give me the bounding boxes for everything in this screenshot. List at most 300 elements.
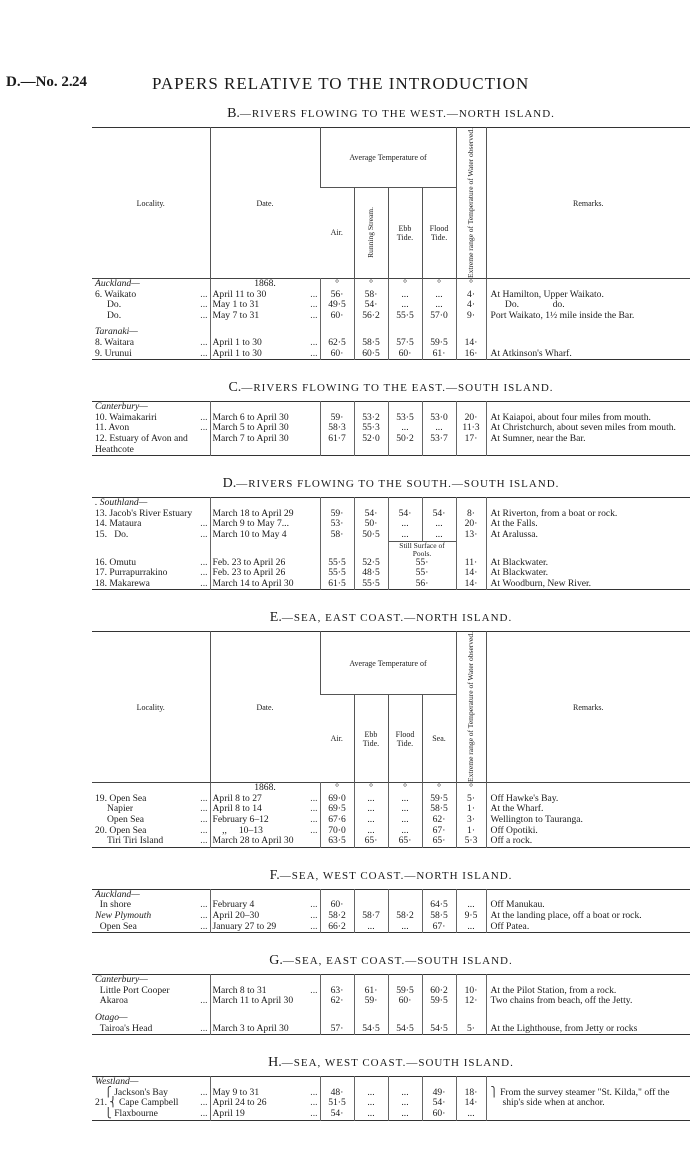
temperature-value: 53·2 xyxy=(354,413,388,424)
locality-wrap xyxy=(95,836,208,847)
temperature-value: 60· xyxy=(422,1109,456,1120)
temperature-value: 63·5 xyxy=(320,836,354,847)
locality-name: Auckland— xyxy=(95,278,140,289)
table-row xyxy=(92,311,690,322)
date-wrap xyxy=(213,996,318,1007)
temperature-value: ° xyxy=(354,783,388,794)
remarks-text: At Blackwater. xyxy=(490,567,549,579)
remarks-text: Off Opotiki. xyxy=(490,824,538,836)
leader-dots: ... xyxy=(200,422,208,434)
temperature-value: 57·0 xyxy=(422,311,456,322)
temperature-value xyxy=(354,1013,388,1024)
temperature-value: 49· xyxy=(422,1088,456,1099)
temperature-value: 65· xyxy=(422,836,456,847)
temperature-value: ... xyxy=(388,519,422,530)
temperature-value: ... xyxy=(354,815,388,826)
data-table xyxy=(92,127,690,360)
section-letter: D. xyxy=(222,476,237,492)
leader-dots: ... xyxy=(200,411,208,423)
leader-dots: ... xyxy=(200,920,208,932)
remarks-text: Off a rock. xyxy=(490,835,533,847)
locality-name: 19. Open Sea xyxy=(95,792,147,804)
leader-dots: ... xyxy=(200,577,208,589)
temperature-value: ... xyxy=(388,794,422,805)
remarks-cell xyxy=(486,579,690,590)
temperature-value: 58·5 xyxy=(354,338,388,349)
leader-dots: ... xyxy=(310,824,318,836)
temperature-value: 55·3 xyxy=(354,423,388,434)
section-title xyxy=(92,868,690,884)
date-wrap xyxy=(213,279,318,290)
temperature-value xyxy=(422,1013,456,1024)
temperature-value: 63· xyxy=(320,986,354,997)
leader-dots: ... xyxy=(200,803,208,815)
table-row xyxy=(92,889,690,900)
date-value: January 27 to 29 xyxy=(212,920,277,932)
extreme-range-value: 4· xyxy=(456,300,486,311)
extreme-range-value: 10· xyxy=(456,986,486,997)
temperature-value: 61· xyxy=(354,986,388,997)
leader-dots: ... xyxy=(200,835,208,847)
section-d xyxy=(92,476,690,590)
table-row xyxy=(92,509,690,520)
date-cell xyxy=(210,530,320,541)
locality-name: 17. Purrapurrakino xyxy=(95,567,168,579)
locality-cell xyxy=(92,1013,210,1024)
remarks-text: Port Waikato, 1½ mile inside the Bar. xyxy=(490,309,635,321)
temperature-value: 58·2 xyxy=(320,911,354,922)
leader-dots: ... xyxy=(200,347,208,359)
locality-wrap xyxy=(95,279,208,290)
remarks-cell xyxy=(486,279,690,290)
date-cell xyxy=(210,922,320,933)
leader-dots: ... xyxy=(310,347,318,359)
date-wrap xyxy=(213,311,318,322)
date-wrap xyxy=(213,1109,318,1120)
date-value: Feb. 23 to April 26 xyxy=(212,567,286,579)
date-wrap xyxy=(213,1024,318,1035)
remarks-text: Off Patea. xyxy=(490,920,530,932)
date-value: April 11 to 30 xyxy=(212,288,267,300)
temperature-value: 55· xyxy=(388,568,456,579)
temperature-value: 61· xyxy=(422,349,456,360)
remarks-text: At Atkinson's Wharf. xyxy=(490,347,572,359)
locality-name: Little Port Cooper xyxy=(95,984,170,996)
table-row xyxy=(92,349,690,360)
locality-name: 11. Avon xyxy=(95,422,130,434)
table-row xyxy=(92,783,690,794)
extreme-range-value: 14· xyxy=(456,1098,486,1109)
locality-name: In shore xyxy=(95,899,131,911)
remarks-text: At Sumner, near the Bar. xyxy=(490,432,586,444)
locality-name: 12. Estuary of Avon and Heathcote xyxy=(95,432,191,455)
remarks-text: Wellington to Tauranga. xyxy=(490,814,583,826)
still-surface-label: Still Surface of Pools. xyxy=(388,541,456,558)
data-table xyxy=(92,974,690,1035)
date-value: March 10 to May 4 xyxy=(212,528,287,540)
date-value: March 3 to April 30 xyxy=(212,1022,289,1034)
temperature-value: 59·5 xyxy=(422,794,456,805)
date-value: May 9 to 31 xyxy=(212,1086,260,1098)
section-f xyxy=(92,868,690,933)
table-row xyxy=(92,519,690,530)
temperature-value: ... xyxy=(388,815,422,826)
date-header: Date. xyxy=(210,632,320,783)
leader-dots: ... xyxy=(200,824,208,836)
temperature-value: 54· xyxy=(354,509,388,520)
temperature-value: 61·7 xyxy=(320,434,354,456)
temperature-value: 59· xyxy=(320,413,354,424)
section-title xyxy=(92,610,690,626)
extreme-range-value: ... xyxy=(456,900,486,911)
locality-wrap xyxy=(95,1109,208,1120)
leader-dots: ... xyxy=(200,814,208,826)
data-table xyxy=(92,497,690,590)
page-number: 24 xyxy=(72,74,87,90)
remarks-text: At the Pilot Station, from a rock. xyxy=(490,984,617,996)
leader-dots: ... xyxy=(310,910,318,922)
temperature-value: ° xyxy=(388,783,422,794)
locality-name: 20. Open Sea xyxy=(95,824,147,836)
table-row xyxy=(92,568,690,579)
temperature-value: 60· xyxy=(388,349,422,360)
running-header xyxy=(354,187,388,278)
date-value: March 7 to April 30 xyxy=(212,432,289,444)
temperature-value: 62·5 xyxy=(320,338,354,349)
date-value: March 8 to 31 xyxy=(212,984,267,996)
remarks-text: At Hamilton, Upper Waikato. xyxy=(490,288,604,300)
extreme-range-value: 13· xyxy=(456,530,486,541)
date-value: March 18 to April 29 xyxy=(212,507,294,519)
temperature-value: 52·5 xyxy=(354,558,388,569)
temperature-value: 57·5 xyxy=(388,338,422,349)
temperature-value: 54·5 xyxy=(388,1024,422,1035)
leader-dots: ... xyxy=(200,995,208,1007)
locality-name: 10. Waimakariri xyxy=(95,411,157,423)
date-value: March 9 to May 7... xyxy=(212,518,289,530)
date-cell xyxy=(210,579,320,590)
locality-cell xyxy=(92,338,210,349)
temperature-value: ... xyxy=(354,1088,388,1099)
section-heading: —RIVERS FLOWING TO THE WEST.—NORTH ISLAND. xyxy=(239,108,555,120)
table-row xyxy=(92,579,690,590)
leader-dots: ... xyxy=(200,336,208,348)
temperature-value: ... xyxy=(354,804,388,815)
leader-dots: ... xyxy=(310,899,318,911)
section-e xyxy=(92,610,690,848)
extreme-range-value: 14· xyxy=(456,579,486,590)
section-letter: F. xyxy=(269,867,280,883)
extreme-range-header xyxy=(456,128,486,279)
date-value: April 8 to 14 xyxy=(212,803,262,815)
temperature-value: 59·5 xyxy=(388,986,422,997)
locality-name: 21. ⎨ Cape Campbell xyxy=(95,1097,179,1109)
temperature-value: 58·7 xyxy=(354,911,388,922)
remarks-text: At Kaiapoi, about four miles from mouth. xyxy=(490,411,651,423)
temperature-value: 69·0 xyxy=(320,794,354,805)
section-letter: C. xyxy=(228,380,242,396)
locality-name: Tiri Tiri Island xyxy=(95,835,164,847)
extreme-range-value: 18· xyxy=(456,1088,486,1099)
extreme-range-value: 9·5 xyxy=(456,911,486,922)
temperature-value: 55·5 xyxy=(354,579,388,590)
temperature-value: 61·5 xyxy=(320,579,354,590)
temperature-value: 51·5 xyxy=(320,1098,354,1109)
locality-name: 14. Mataura xyxy=(95,518,142,530)
locality-name: 9. Urunui xyxy=(95,347,132,359)
temperature-value: 53·5 xyxy=(388,413,422,424)
date-value: April 24 to 26 xyxy=(212,1097,267,1109)
section-b xyxy=(92,106,690,360)
temperature-value: ° xyxy=(388,279,422,290)
temperature-value: 59·5 xyxy=(422,996,456,1007)
date-value: April 8 to 27 xyxy=(212,792,262,804)
table-row xyxy=(92,327,690,338)
remarks-cell xyxy=(486,530,690,541)
section-heading: —RIVERS FLOWING TO THE EAST.—SOUTH ISLAND. xyxy=(241,382,554,395)
temperature-value xyxy=(388,889,422,900)
temperature-value: 54· xyxy=(422,509,456,520)
leader-dots: ... xyxy=(200,910,208,922)
temperature-value: ... xyxy=(388,1088,422,1099)
section-heading: —SEA, EAST COAST.—NORTH ISLAND. xyxy=(281,612,513,625)
date-cell xyxy=(210,836,320,847)
temperature-value: ... xyxy=(388,290,422,301)
temperature-value: 60· xyxy=(388,996,422,1007)
section-c xyxy=(92,380,690,456)
temperature-value xyxy=(388,1013,422,1024)
leader-dots: ... xyxy=(310,1097,318,1109)
section-h xyxy=(92,1055,690,1120)
date-wrap xyxy=(213,579,318,590)
date-wrap xyxy=(213,530,318,541)
locality-wrap xyxy=(95,311,208,322)
extreme-range-value: 14· xyxy=(456,568,486,579)
locality-name: Akaroa xyxy=(95,995,129,1007)
remarks-cell xyxy=(486,836,690,847)
temperature-value: 54·5 xyxy=(354,1024,388,1035)
locality-name: Tairoa's Head xyxy=(95,1022,153,1034)
locality-header: Locality. xyxy=(136,702,165,712)
section-heading: —RIVERS FLOWING TO THE SOUTH.—SOUTH ISLAND. xyxy=(236,478,560,491)
temperature-value: 56·2 xyxy=(354,311,388,322)
leader-dots: ... xyxy=(200,288,208,300)
table-row xyxy=(92,338,690,349)
temperature-value: ... xyxy=(422,300,456,311)
section-g xyxy=(92,953,690,1035)
extreme-range-value: 3· xyxy=(456,815,486,826)
temperature-value: 67· xyxy=(422,922,456,933)
remarks-cell xyxy=(486,349,690,360)
table-row xyxy=(92,911,690,922)
locality-name: 6. Waikato xyxy=(95,288,137,300)
table-row xyxy=(92,530,690,541)
data-table xyxy=(92,889,690,933)
locality-name: Canterbury— xyxy=(95,974,148,986)
table-row xyxy=(92,815,690,826)
extreme-range-value: 14· xyxy=(456,338,486,349)
temperature-value: 58·5 xyxy=(422,804,456,815)
temperature-value: 48· xyxy=(320,1088,354,1099)
temperature-value: 58· xyxy=(320,530,354,541)
date-wrap xyxy=(213,836,318,847)
section-letter: B. xyxy=(227,106,240,121)
section-letter: E. xyxy=(269,610,282,626)
temperature-value: ... xyxy=(422,423,456,434)
temperature-value: 57· xyxy=(320,1024,354,1035)
temperature-value: 54· xyxy=(388,509,422,520)
date-value: May 1 to 31 xyxy=(212,299,260,311)
table-row xyxy=(92,794,690,805)
remarks-cell xyxy=(486,996,690,1007)
remarks-text: Off Manukau. xyxy=(490,899,545,911)
date-value: 1868. xyxy=(254,278,276,289)
locality-name: ⎩ Flaxbourne xyxy=(95,1107,158,1119)
temperature-value: 55·5 xyxy=(320,568,354,579)
date-cell xyxy=(210,311,320,322)
locality-cell xyxy=(92,996,210,1007)
temperature-value: 52·0 xyxy=(354,434,388,456)
temperature-value: ... xyxy=(422,519,456,530)
remarks-header: Remarks. xyxy=(486,128,690,279)
date-value: April 1 to 30 xyxy=(212,347,262,359)
section-heading: —SEA, WEST COAST.—NORTH ISLAND. xyxy=(279,869,513,882)
temperature-value: ° xyxy=(320,783,354,794)
remarks-text: At Aralussa. xyxy=(490,528,538,540)
date-value: 1868. xyxy=(254,782,276,794)
leader-dots: ... xyxy=(200,567,208,579)
extreme-range-value: 5· xyxy=(456,1024,486,1035)
locality-header: Locality. xyxy=(136,198,165,208)
temperature-value: ... xyxy=(354,1098,388,1109)
locality-cell xyxy=(92,311,210,322)
extreme-range-value: 12· xyxy=(456,996,486,1007)
air-header: Air. xyxy=(320,694,354,782)
locality-cell xyxy=(92,279,210,290)
temperature-value: 58·3 xyxy=(320,423,354,434)
extreme-range-value: ... xyxy=(456,922,486,933)
section-title xyxy=(92,380,690,396)
extreme-range-value xyxy=(456,1013,486,1024)
air-header: Air. xyxy=(320,187,354,278)
leader-dots: ... xyxy=(200,1097,208,1109)
temperature-value: 62· xyxy=(320,996,354,1007)
temperature-value: ... xyxy=(354,826,388,837)
temperature-value: ... xyxy=(388,423,422,434)
sea-header: Sea. xyxy=(422,694,456,782)
avg-temp-header: Average Temperature of xyxy=(320,128,456,188)
temperature-value: 49·5 xyxy=(320,300,354,311)
temperature-value: ... xyxy=(354,922,388,933)
temperature-value: ... xyxy=(388,922,422,933)
remarks-text: Off Hawke's Bay. xyxy=(490,792,559,804)
extreme-range-value: 9· xyxy=(456,311,486,322)
ebb-header: Ebb Tide. xyxy=(354,694,388,782)
remarks-text: At Christchurch, about seven miles from mouth. xyxy=(490,422,676,434)
extreme-range-label: Extreme range of Temperature of Water observed. xyxy=(466,128,476,278)
date-value: ,, 10–13 xyxy=(212,824,263,836)
avg-temp-header: Average Temperature of xyxy=(320,632,456,695)
locality-name: Do. xyxy=(95,299,122,311)
locality-cell xyxy=(92,349,210,360)
leader-dots: ... xyxy=(310,309,318,321)
locality-cell xyxy=(92,434,210,456)
temperature-value: ... xyxy=(388,826,422,837)
leader-dots: ... xyxy=(310,803,318,815)
temperature-value: ... xyxy=(354,794,388,805)
temperature-value: ... xyxy=(388,300,422,311)
leader-dots: ... xyxy=(310,288,318,300)
tables-container xyxy=(92,106,690,1141)
locality-name: Westland— xyxy=(95,1076,139,1088)
locality-wrap xyxy=(95,579,208,590)
temperature-value: 55·5 xyxy=(388,311,422,322)
leader-dots: ... xyxy=(200,1086,208,1098)
locality-name: Open Sea xyxy=(95,920,137,932)
remarks-header: Remarks. xyxy=(486,632,690,783)
temperature-value: ... xyxy=(422,290,456,301)
date-cell xyxy=(210,1024,320,1035)
date-wrap xyxy=(213,922,318,933)
locality-name: 8. Waitara xyxy=(95,336,135,348)
remarks-text: Two chains from beach, off the Jetty. xyxy=(490,995,633,1007)
date-value: March 14 to April 30 xyxy=(212,577,294,589)
temperature-value: ... xyxy=(388,530,422,541)
extreme-range-value: 16· xyxy=(456,349,486,360)
locality-cell xyxy=(92,1024,210,1035)
temperature-value: 54· xyxy=(354,300,388,311)
running-stream-label: Running Stream. xyxy=(366,207,375,259)
data-table xyxy=(92,631,690,848)
page-title: PAPERS RELATIVE TO THE INTRODUCTION xyxy=(152,74,530,93)
date-value: April 1 to 30 xyxy=(212,336,262,348)
date-value: March 11 to April 30 xyxy=(212,995,294,1007)
temperature-value: 65· xyxy=(354,836,388,847)
temperature-value: 54· xyxy=(422,1098,456,1109)
locality-cell xyxy=(92,579,210,590)
remarks-text: At the Wharf. xyxy=(490,803,544,815)
remarks-cell xyxy=(486,434,690,456)
leader-dots: ... xyxy=(310,984,318,996)
remarks-cell xyxy=(486,338,690,349)
extreme-range-value: 1· xyxy=(456,826,486,837)
extreme-range-value: 8· xyxy=(456,509,486,520)
remarks-text: At Blackwater. xyxy=(490,556,549,568)
extreme-range-value: 20· xyxy=(456,519,486,530)
temperature-value: 58·5 xyxy=(422,911,456,922)
extreme-range-value: 5·3 xyxy=(456,836,486,847)
locality-cell xyxy=(92,836,210,847)
temperature-value: 59·5 xyxy=(422,338,456,349)
date-wrap xyxy=(213,434,318,445)
temperature-value: 70·0 xyxy=(320,826,354,837)
leader-dots: ... xyxy=(200,556,208,568)
date-cell xyxy=(210,349,320,360)
date-cell xyxy=(210,279,320,290)
leader-dots: ... xyxy=(310,299,318,311)
date-wrap xyxy=(213,338,318,349)
temperature-value: 67· xyxy=(422,826,456,837)
table-row xyxy=(92,279,690,290)
temperature-value: 58· xyxy=(354,290,388,301)
extreme-range-value: ° xyxy=(456,279,486,290)
remarks-text: At the landing place, off a boat or rock. xyxy=(490,910,642,922)
temperature-value: 54·5 xyxy=(422,1024,456,1035)
temperature-value: 62· xyxy=(422,815,456,826)
temperature-value: ... xyxy=(388,804,422,815)
locality-cell xyxy=(92,1109,210,1120)
locality-name: Do. xyxy=(95,309,122,321)
